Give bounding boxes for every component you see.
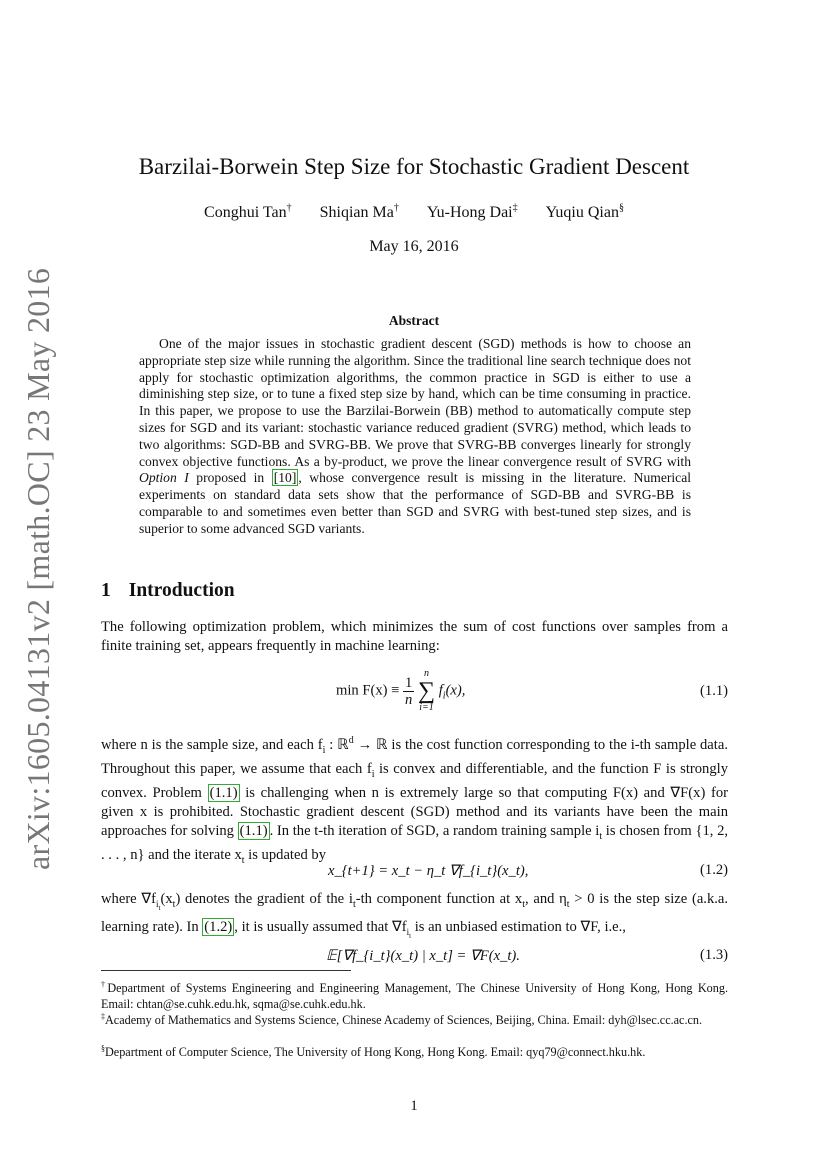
equation-1-1: min F(x) ≡ $\frac{1}{n}$ n ∑ i=1 $f_i(x)$, xyxy=(336,668,466,713)
intro-paragraph: The following optimization problem, which minimizes the sum of cost functions over samples from a finite training set, appears frequently in machine learning: xyxy=(101,619,728,654)
footnote: §Department of Computer Science, The University of Hong Kong, Hong Kong. Email: qyq79@connect.hku.hk. xyxy=(101,1044,646,1060)
abstract-text: One of the major issues in stochastic gradient descent (SGD) methods is how to choose an appropriate step size while running the algorithm. Since the traditional line search technique does not apply for stochastic optimization algorithms, the common practice in SGD is either to use a diminishing step size, or to tune a fixed step size by hand, which can be time consuming in practice. In this paper, we propose to use the Barzilai-Borwein (BB) method to automatically compute step sizes for SGD and its variant: stochastic variance reduced gradient (SVRG) method, which leads to two algorithms: SGD-BB and SVRG-BB. We prove that SVRG-BB converges linearly for strongly convex objective functions. As a by-product, we prove the linear convergence result of SVRG with Option I proposed in [10] , whose convergence result is missing in the literature. Numerical experiments on standard data sets show that the performance of SGD-BB and SVRG-BB is comparable to and sometimes even better than SGD and SVRG with best-tuned step sizes, and is superior to some advanced SGD variants. xyxy=(139,336,692,536)
equation-number: (1.2) xyxy=(700,862,728,878)
paper-date: May 16, 2016 xyxy=(369,238,459,255)
equation-number: (1.3) xyxy=(700,947,728,963)
section-heading: 1 Introduction xyxy=(101,580,235,601)
author: Yu-Hong Dai‡ xyxy=(426,202,518,221)
footnote: †Department of Systems Engineering and Engineering Management, The Chinese University of Hong Kong, Hong Kong. Email: chtan@se.cuhk.edu.hk, sqma@se.cuhk.edu.hk. xyxy=(101,980,728,1011)
abstract-heading: Abstract xyxy=(388,313,440,328)
paper-title: Barzilai-Borwein Step Size for Stochastic Gradient Descent xyxy=(138,154,690,179)
author-list xyxy=(0,204,828,222)
equation-ref[interactable]: (1.1) xyxy=(239,822,268,839)
arxiv-identifier: arXiv:1605.04131v2 [math.OC] 23 May 2016 xyxy=(20,267,56,870)
citation-link[interactable]: [10] xyxy=(273,470,297,486)
intro-paragraph: where $\nabla f_{i_t}(x_t)$ denotes the gradient of the $i_t-th$ component function at $x_t$, and $\eta_t > 0$ is the step size (a.k.a. learning rate). In (1.2) , it is usually assumed that $\nabla f_{i_t}$ is an unbiased estimation to ∇F, i.e., xyxy=(101,891,729,940)
author: Conghui Tan† xyxy=(204,202,292,221)
page-number: 1 xyxy=(410,1098,418,1114)
author: Shiqian Ma† xyxy=(319,202,399,221)
author: Yuqiu Qian§ xyxy=(545,202,624,221)
equation-1-3: 𝔼[∇f_{i_t}(x_t) | x_t] = ∇F(x_t). xyxy=(326,948,520,964)
equation-number: (1.1) xyxy=(700,683,728,699)
footnote-divider xyxy=(101,970,351,971)
footnote: ‡Academy of Mathematics and Systems Science, Chinese Academy of Sciences, Beijing, China. Email: dyh@lsec.cc.ac.cn. xyxy=(101,1012,703,1028)
equation-1-2: x_{t+1} = x_t − η_t ∇f_{i_t}(x_t), xyxy=(328,863,529,879)
equation-ref[interactable]: (1.1) xyxy=(209,784,238,801)
intro-paragraph: where n is the sample size, and each $f_i$ : ℝ$^d$ → ℝ is the cost function corresponding to the i-th sample data. Throughout this paper, we assume that each $f_i$ is convex and differentiable, and the function F is strongly convex. Problem (1.1) is challenging when n is extremely large so that computing F(x) and ∇F(x) for given x is prohibited. Stochastic gradient descent (SGD) method and its variants have been the main approaches for solving (1.1) . In the t-th iteration of SGD, a random training sample $i_t$ is chosen from {1, 2, . . . , n} and the iterate $x_t$ is updated by xyxy=(101,735,729,866)
equation-ref[interactable]: (1.2) xyxy=(204,918,233,935)
